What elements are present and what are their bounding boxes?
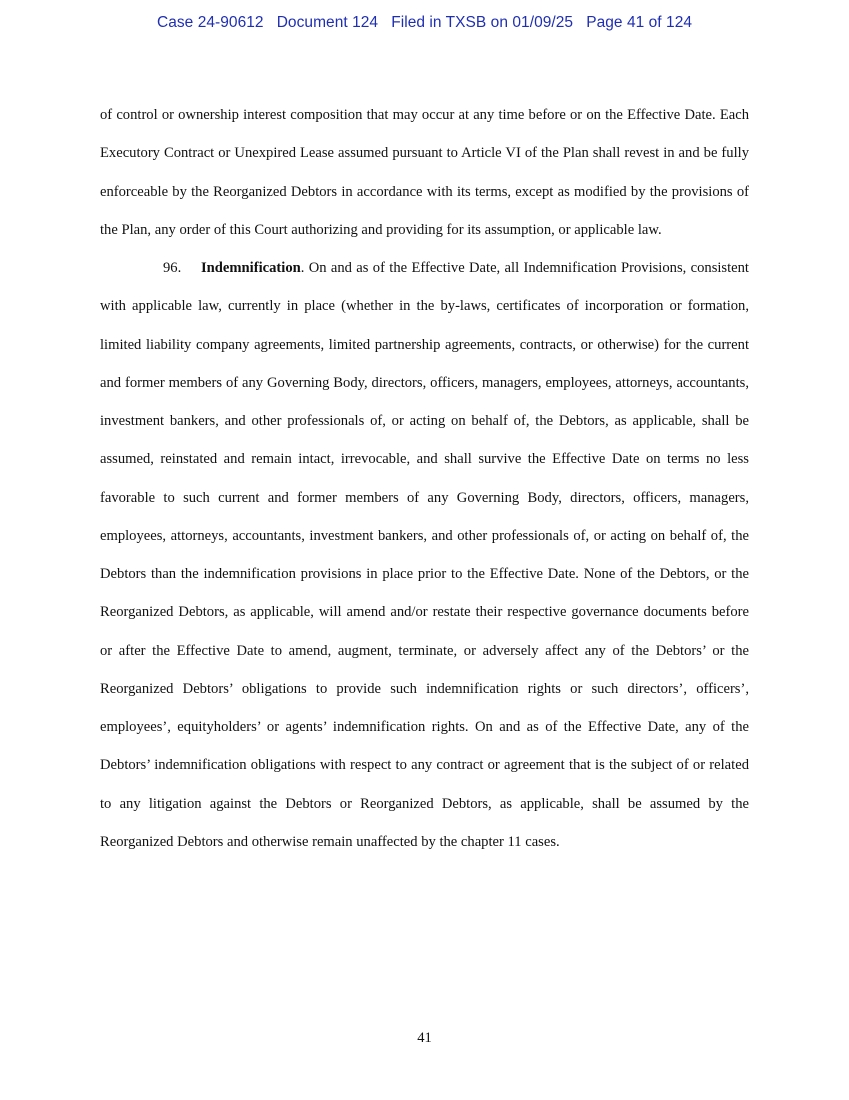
court-filing-header [0,14,849,32]
paragraph-96 [100,249,749,861]
document-body [100,96,749,861]
paragraph-heading: Indemnification [201,260,301,276]
page-of-total: Page 41 of 124 [586,14,693,31]
filed-info: Filed in TXSB on 01/09/25 [391,14,574,31]
paragraph-number: 96. [163,260,182,276]
page-number: 41 [417,1030,432,1046]
paragraph-continuation: of control or ownership interest composition that may occur at any time before or on the Effective Date. Each Executory Contract or Unexpired Lease assumed pursuant to Article VI of the Plan shall revest in and be fully enforceable by the Reorganized Debtors in accordance with its terms, except as modified by the provisions of the Plan, any order of this Court authorizing and providing for its assumption, or applicable law. [100,107,749,238]
paragraph-text: . On and as of the Effective Date, all Indemnification Provisions, consistent with applicable law, currently in place (whether in the by-laws, certificates of incorporation or formation, limited liability company agreements, limited partnership agreements, contracts, or otherwise) for the current and former members of any Governing Body, directors, officers, managers, employees, attorneys, accountants, investment bankers, and other professionals of, or acting on behalf of, the Debtors, as applicable, shall be assumed, reinstated and remain intact, irrevocable, and shall survive the Effective Date on terms no less favorable to such current and former members of any Governing Body, directors, officers, managers, employees, attorneys, accountants, investment bankers, and other professionals of, or acting on behalf of, the Debtors than the indemnification provisions in place prior to the Effective Date. None of the Debtors, or the Reorganized Debtors, as applicable, will amend and/or restate their respective governance documents before or after the Effective Date to amend, augment, terminate, or adversely affect any of the Debtors’ or the Reorganized Debtors’ obligations to provide such indemnification rights or such directors’, officers’, employees’, equityholders’ or agents’ indemnification rights. On and as of the Effective Date, any of the Debtors’ indemnification obligations with respect to any contract or agreement that is the subject of or related to any litigation against the Debtors or Reorganized Debtors, as applicable, shall be assumed by the Reorganized Debtors and otherwise remain unaffected by the chapter 11 cases. [100,260,749,850]
document-number: Document 124 [276,14,379,31]
case-number: Case 24-90612 [156,14,264,31]
